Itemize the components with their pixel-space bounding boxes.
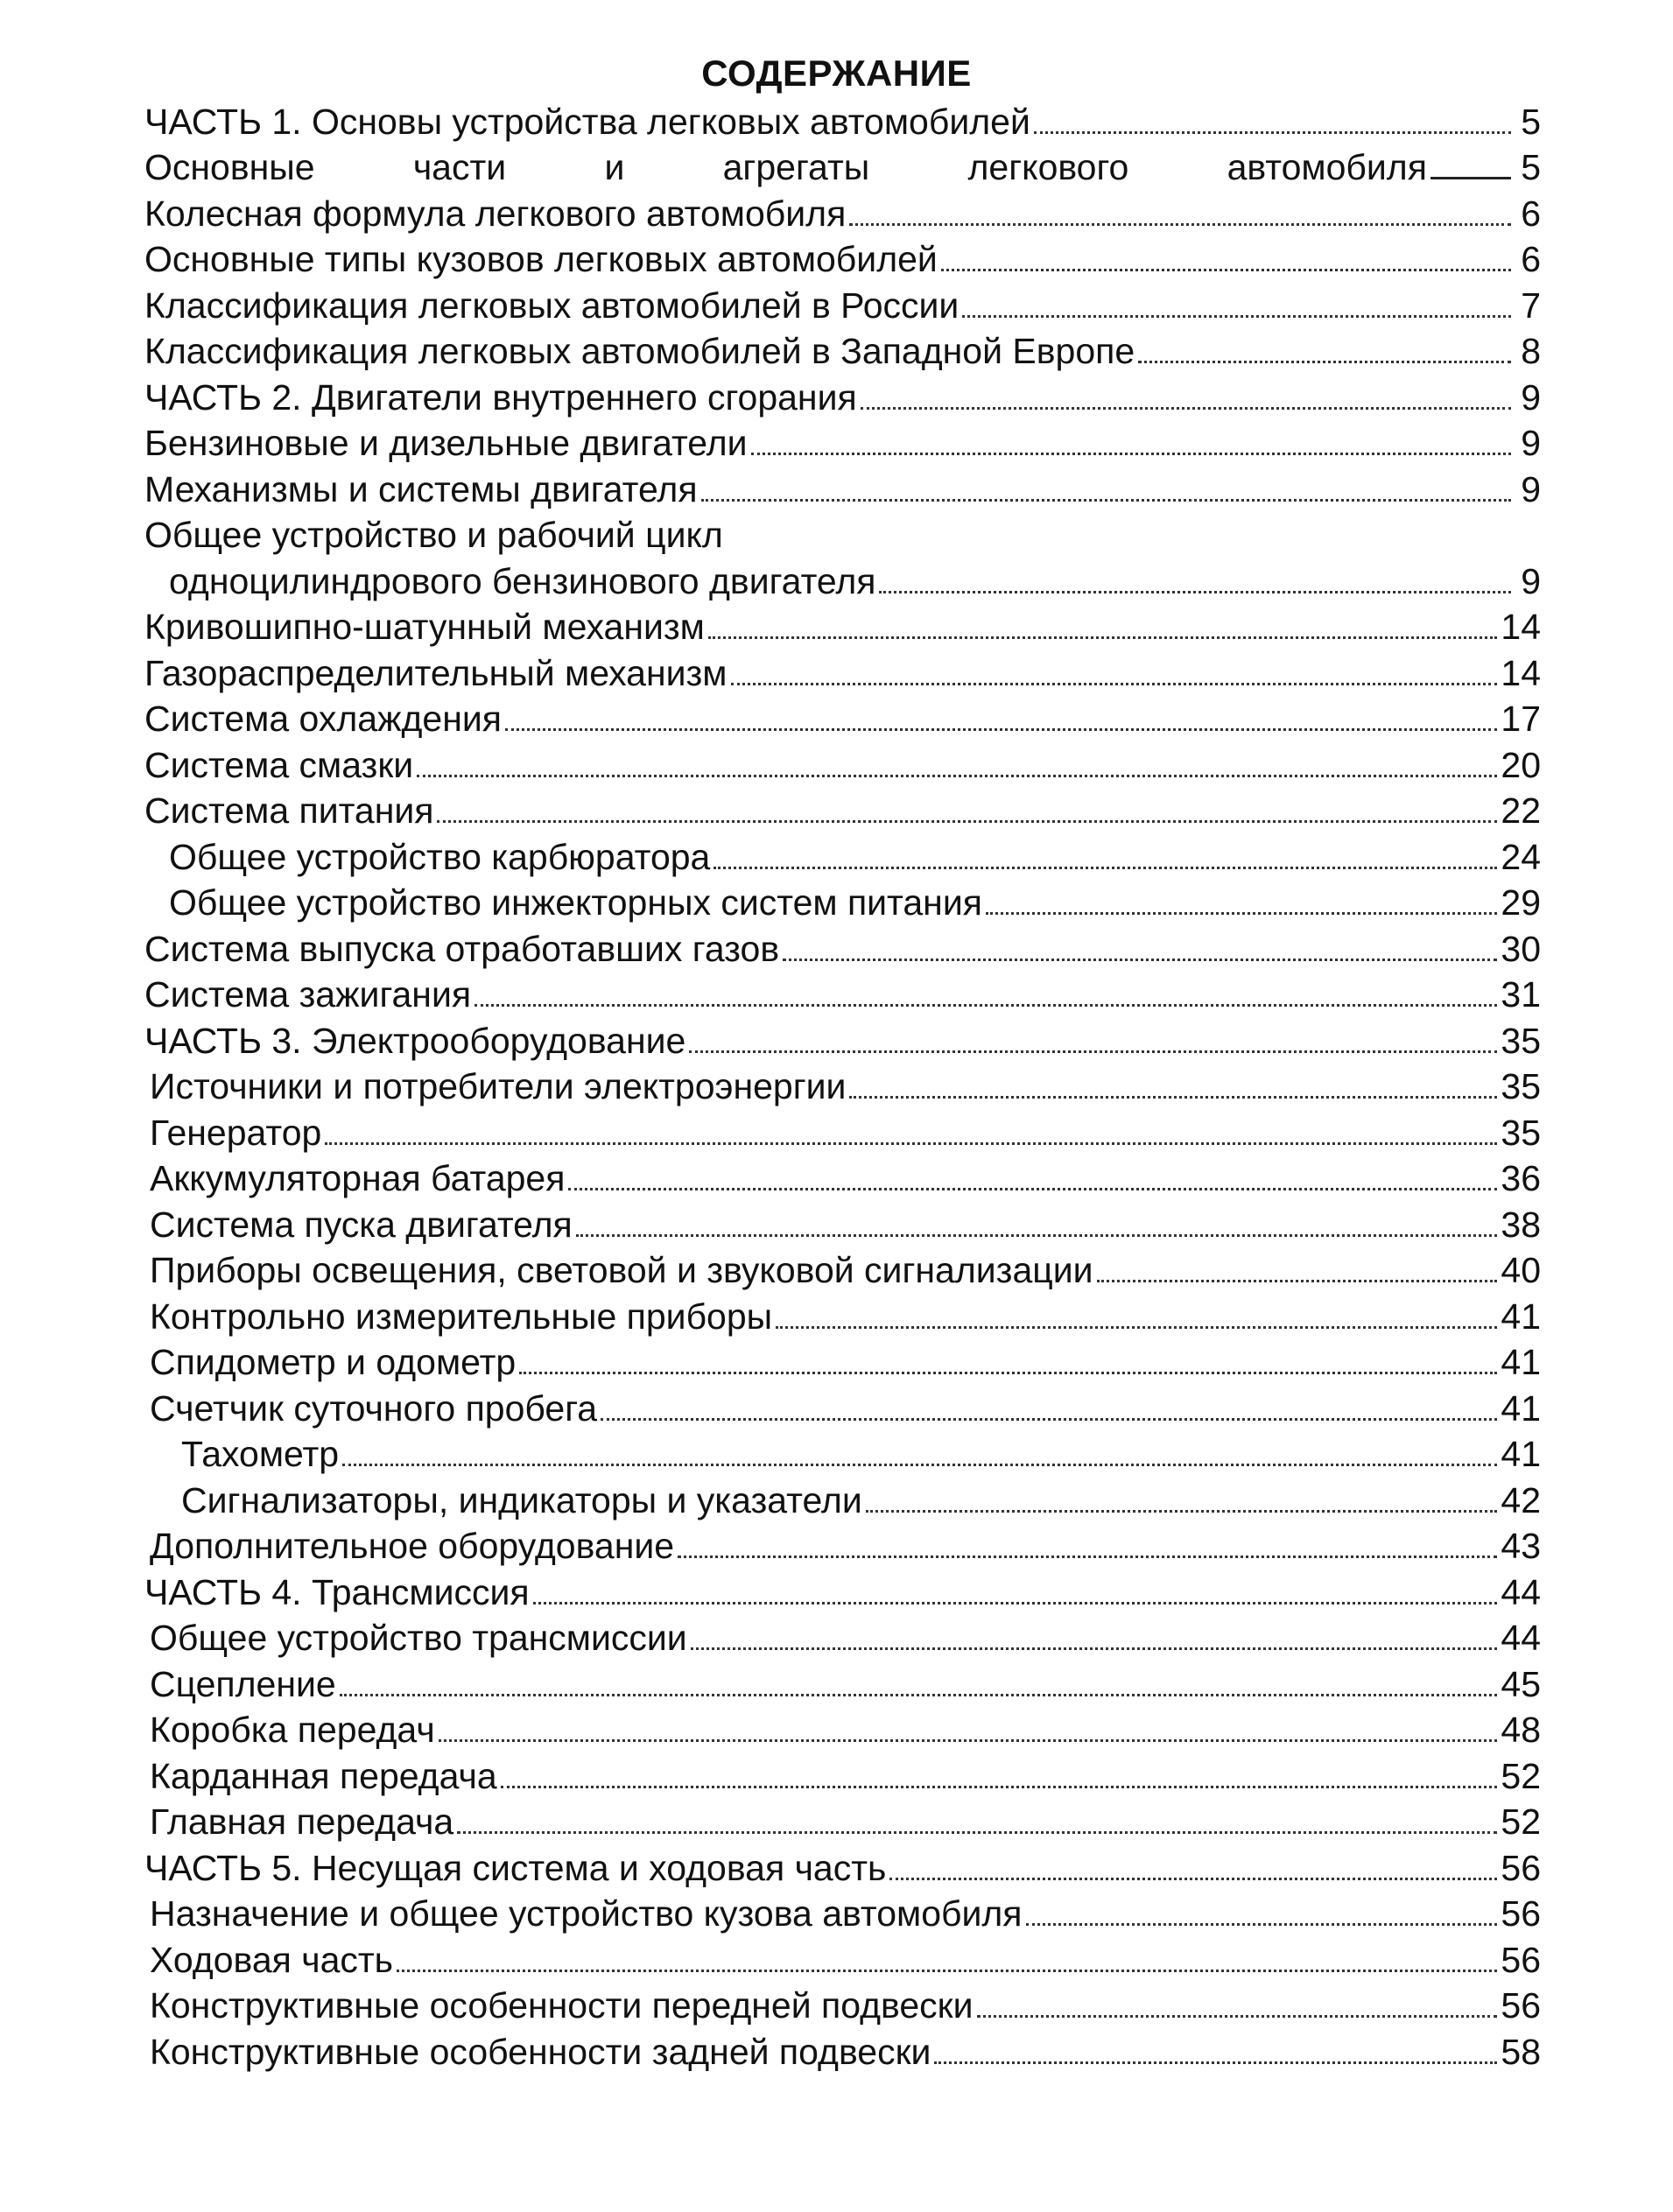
toc-page-number: 29 bbox=[1501, 882, 1541, 923]
dot-leader bbox=[417, 774, 1497, 777]
dot-leader bbox=[457, 1830, 1497, 1834]
toc-label: Ходовая часть bbox=[150, 1939, 394, 1980]
toc-page-number: 58 bbox=[1501, 2031, 1541, 2072]
toc-label: Система питания bbox=[144, 790, 434, 831]
toc-label-word: части bbox=[412, 147, 507, 187]
dot-leader bbox=[533, 1601, 1498, 1605]
toc-label: Карданная передача bbox=[150, 1755, 497, 1796]
dot-leader bbox=[977, 2014, 1498, 2018]
toc-row bbox=[144, 1889, 1541, 1935]
toc-row bbox=[144, 96, 1541, 143]
toc-page-number: 9 bbox=[1521, 468, 1541, 509]
dot-leader bbox=[986, 911, 1497, 915]
toc-page-number: 56 bbox=[1501, 1893, 1541, 1934]
toc-row bbox=[144, 280, 1541, 327]
toc-row bbox=[144, 1107, 1541, 1154]
toc-label: Система зажигания bbox=[144, 974, 472, 1015]
toc-page-number: 56 bbox=[1501, 1985, 1541, 2026]
toc-label: Общее устройство и рабочий цикл bbox=[144, 515, 723, 555]
dot-leader bbox=[397, 1969, 1497, 1972]
toc-label: одноцилиндрового бензинового двигателя bbox=[169, 560, 876, 601]
page-title: СОДЕРЖАНИЕ bbox=[701, 53, 972, 94]
toc-row bbox=[144, 740, 1541, 786]
toc-row bbox=[144, 1797, 1541, 1843]
toc-label: Генератор bbox=[150, 1112, 322, 1153]
dot-leader bbox=[691, 1647, 1498, 1650]
toc-label-word: и bbox=[604, 147, 625, 187]
toc-label-word: автомобиля bbox=[1227, 147, 1427, 187]
dot-leader bbox=[474, 1003, 1497, 1007]
toc-label: Система охлаждения bbox=[144, 699, 502, 739]
toc-page-number: 24 bbox=[1501, 836, 1541, 877]
toc-label: ЧАСТЬ 4. Трансмиссия bbox=[144, 1571, 530, 1612]
toc-label: Конструктивные особенности задней подвески bbox=[150, 2031, 931, 2072]
dot-leader bbox=[934, 2061, 1497, 2064]
toc-row bbox=[144, 1981, 1541, 2027]
dot-leader bbox=[713, 866, 1497, 869]
toc-label: Конструктивные особенности передней подвески bbox=[150, 1985, 974, 2026]
toc-label: Газораспределительный механизм bbox=[144, 652, 728, 693]
dot-leader bbox=[325, 1141, 1497, 1145]
toc-label: Аккумуляторная батарея bbox=[150, 1158, 566, 1198]
toc-row bbox=[144, 464, 1541, 510]
toc-page-number: 38 bbox=[1501, 1204, 1541, 1245]
toc-row bbox=[144, 143, 1541, 189]
dot-leader bbox=[568, 1187, 1497, 1190]
toc-page-number: 35 bbox=[1501, 1020, 1541, 1061]
toc-label: Бензиновые и дизельные двигатели bbox=[144, 423, 748, 463]
toc-page-number: 42 bbox=[1501, 1479, 1541, 1520]
dot-leader bbox=[576, 1233, 1498, 1237]
toc-page-number: 56 bbox=[1501, 1939, 1541, 1980]
toc-row bbox=[144, 510, 1541, 557]
toc-row bbox=[144, 1751, 1541, 1797]
dot-leader bbox=[861, 406, 1511, 410]
toc-row bbox=[144, 970, 1541, 1016]
toc-row bbox=[144, 1338, 1541, 1384]
toc-page-number: 14 bbox=[1501, 652, 1541, 693]
toc-label: Коробка передач bbox=[150, 1710, 435, 1750]
table-of-contents bbox=[144, 96, 1541, 2073]
toc-label: ЧАСТЬ 3. Электрооборудование bbox=[144, 1020, 686, 1061]
toc-label: Классификация легковых автомобилей в России bbox=[144, 284, 960, 326]
toc-row bbox=[144, 1567, 1541, 1613]
dot-leader bbox=[866, 1509, 1498, 1513]
dot-leader bbox=[731, 682, 1498, 685]
toc-row bbox=[144, 1521, 1541, 1568]
dot-leader bbox=[849, 1095, 1497, 1099]
toc-label-word: агрегаты bbox=[722, 147, 870, 187]
toc-label: Дополнительное оборудование bbox=[150, 1526, 675, 1566]
toc-row bbox=[144, 832, 1541, 878]
dot-leader bbox=[941, 268, 1511, 271]
toc-page-number: 56 bbox=[1501, 1847, 1541, 1888]
toc-page-number: 44 bbox=[1501, 1571, 1541, 1612]
toc-page-number: 44 bbox=[1501, 1618, 1541, 1658]
toc-row bbox=[144, 786, 1541, 832]
dot-leader bbox=[776, 1325, 1497, 1329]
toc-row bbox=[144, 1429, 1541, 1476]
dot-leader bbox=[1097, 1279, 1498, 1282]
toc-page-number: 17 bbox=[1501, 699, 1541, 739]
dot-leader bbox=[505, 727, 1497, 731]
toc-row bbox=[144, 1199, 1541, 1246]
dot-leader bbox=[519, 1371, 1497, 1374]
toc-page-number: 41 bbox=[1501, 1342, 1541, 1382]
toc-label-word: Основные bbox=[144, 147, 315, 187]
toc-page-number: 30 bbox=[1501, 928, 1541, 969]
toc-label: Источники и потребители электроэнергии bbox=[150, 1066, 847, 1106]
toc-page-number: 5 bbox=[1521, 147, 1541, 187]
toc-label: Кривошипно-шатунный механизм bbox=[144, 607, 705, 647]
toc-page-number: 14 bbox=[1501, 607, 1541, 647]
toc-page-number: 6 bbox=[1521, 239, 1541, 279]
toc-label: Контрольно измерительные приборы bbox=[150, 1296, 773, 1337]
toc-row bbox=[144, 235, 1541, 281]
toc-label: Общее устройство трансмиссии bbox=[150, 1618, 687, 1658]
toc-label: Система смазки bbox=[144, 744, 414, 785]
toc-row bbox=[144, 1383, 1541, 1429]
toc-label: Назначение и общее устройство кузова автомобиля bbox=[150, 1893, 1023, 1934]
dot-leader bbox=[342, 1463, 1497, 1466]
toc-row bbox=[144, 327, 1541, 373]
dot-leader bbox=[340, 1693, 1498, 1696]
toc-page-number: 40 bbox=[1501, 1250, 1541, 1290]
dot-leader bbox=[1034, 130, 1511, 134]
toc-label: Общее устройство карбюратора bbox=[169, 836, 711, 877]
toc-page-number: 52 bbox=[1501, 1801, 1541, 1842]
toc-label: Механизмы и системы двигателя bbox=[144, 468, 698, 509]
dot-leader bbox=[783, 958, 1497, 961]
toc-page-number: 36 bbox=[1501, 1158, 1541, 1198]
toc-row bbox=[144, 648, 1541, 694]
solid-leader bbox=[1430, 176, 1511, 179]
toc-page-number: 9 bbox=[1521, 423, 1541, 463]
toc-row bbox=[144, 418, 1541, 465]
toc-page-number: 7 bbox=[1521, 284, 1541, 326]
toc-row bbox=[144, 1843, 1541, 1889]
toc-page-number: 6 bbox=[1521, 193, 1541, 234]
dot-leader bbox=[501, 1785, 1498, 1788]
toc-page-number: 5 bbox=[1521, 101, 1541, 142]
toc-row bbox=[144, 1015, 1541, 1062]
toc-row bbox=[144, 878, 1541, 924]
toc-page-number: 41 bbox=[1501, 1434, 1541, 1474]
toc-label: Колесная формула легкового автомобиля bbox=[144, 193, 847, 234]
toc-row bbox=[144, 2026, 1541, 2073]
dot-leader bbox=[678, 1555, 1497, 1558]
toc-label: Сигнализаторы, индикаторы и указатели bbox=[181, 1479, 862, 1520]
toc-page-number: 35 bbox=[1501, 1112, 1541, 1153]
toc-row bbox=[144, 1246, 1541, 1292]
toc-row bbox=[144, 372, 1541, 418]
dot-leader bbox=[1138, 360, 1511, 363]
dot-leader bbox=[751, 452, 1511, 455]
dot-leader bbox=[879, 590, 1511, 593]
toc-page-number: 22 bbox=[1501, 790, 1541, 831]
toc-row bbox=[144, 1613, 1541, 1660]
dot-leader bbox=[601, 1417, 1497, 1421]
toc-page-number: 43 bbox=[1501, 1526, 1541, 1566]
toc-page-number: 41 bbox=[1501, 1387, 1541, 1429]
dot-leader bbox=[439, 1738, 1498, 1742]
toc-page-number: 52 bbox=[1501, 1755, 1541, 1796]
toc-page-number: 9 bbox=[1521, 560, 1541, 601]
dot-leader bbox=[962, 314, 1511, 318]
toc-label: Классификация легковых автомобилей в Западной Европе bbox=[144, 331, 1135, 371]
toc-label-justified bbox=[144, 146, 1427, 188]
toc-row bbox=[144, 1154, 1541, 1200]
toc-label: Основные типы кузовов легковых автомобилей bbox=[144, 239, 938, 279]
toc-page-number: 35 bbox=[1501, 1066, 1541, 1106]
toc-row bbox=[144, 694, 1541, 741]
toc-label-word: легкового bbox=[967, 147, 1129, 187]
toc-page-number: 8 bbox=[1521, 331, 1541, 371]
toc-label: Система выпуска отработавших газов bbox=[144, 928, 780, 969]
toc-label: Система пуска двигателя bbox=[150, 1204, 573, 1245]
toc-row bbox=[144, 188, 1541, 235]
dot-leader bbox=[437, 819, 1497, 823]
toc-label: ЧАСТЬ 1. Основы устройства легковых автомобилей bbox=[144, 101, 1030, 142]
toc-page-number: 45 bbox=[1501, 1663, 1541, 1704]
toc-label: Счетчик суточного пробега bbox=[150, 1387, 598, 1429]
toc-row bbox=[144, 923, 1541, 970]
toc-label: Сцепление bbox=[150, 1663, 336, 1704]
toc-label: Приборы освещения, световой и звуковой сигнализации bbox=[150, 1250, 1093, 1290]
toc-row bbox=[144, 1291, 1541, 1338]
dot-leader bbox=[701, 498, 1511, 502]
toc-row bbox=[144, 1935, 1541, 1981]
toc-label: ЧАСТЬ 5. Несущая система и ходовая часть bbox=[144, 1847, 887, 1888]
toc-label: ЧАСТЬ 2. Двигатели внутреннего сгорания bbox=[144, 376, 857, 418]
dot-leader bbox=[1026, 1922, 1498, 1926]
toc-row bbox=[144, 1475, 1541, 1521]
toc-label: Главная передача bbox=[150, 1801, 454, 1842]
toc-page-number: 41 bbox=[1501, 1296, 1541, 1337]
toc-page-number: 31 bbox=[1501, 974, 1541, 1015]
toc-row bbox=[144, 1659, 1541, 1705]
toc-row bbox=[144, 602, 1541, 649]
dot-leader bbox=[689, 1050, 1497, 1053]
toc-row bbox=[144, 556, 1541, 602]
toc-page-number: 9 bbox=[1521, 376, 1541, 418]
dot-leader bbox=[708, 636, 1498, 639]
toc-page-number: 20 bbox=[1501, 744, 1541, 785]
toc-page-number: 48 bbox=[1501, 1710, 1541, 1750]
toc-label: Спидометр и одометр bbox=[150, 1342, 517, 1382]
dot-leader bbox=[889, 1877, 1497, 1880]
toc-row bbox=[144, 1062, 1541, 1108]
toc-label: Общее устройство инжекторных систем питания bbox=[169, 882, 982, 923]
toc-label: Тахометр bbox=[181, 1434, 340, 1474]
toc-row bbox=[144, 1705, 1541, 1752]
dot-leader bbox=[849, 222, 1511, 226]
